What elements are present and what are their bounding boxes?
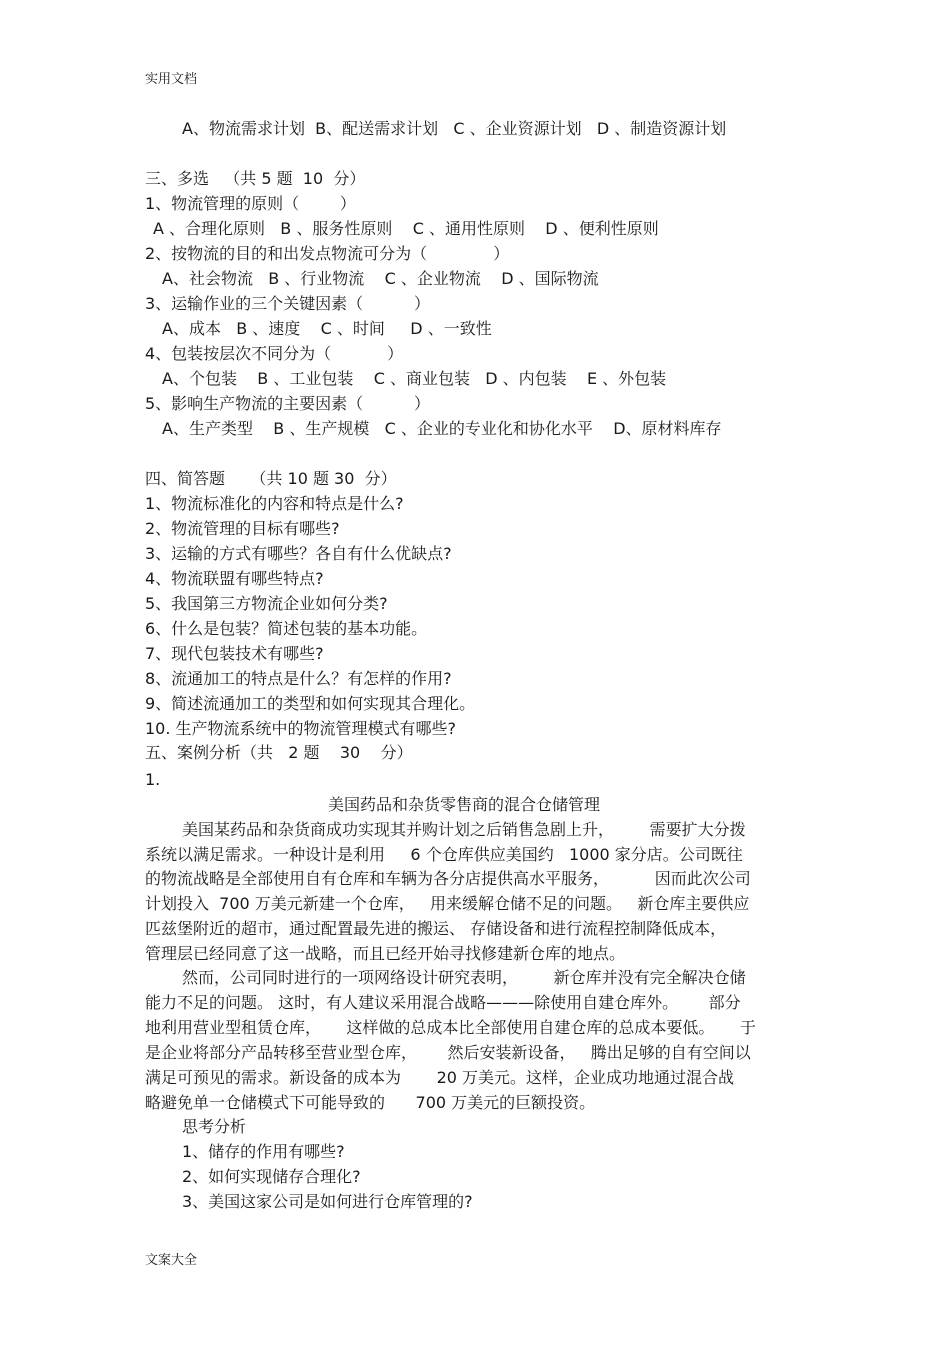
case-paragraph-line: 的物流战略是全部使用自有仓库和车辆为各分店提供高水平服务， 因而此次公司 <box>145 869 751 888</box>
answer-options: A、成本 B 、速度 C 、时间 D 、一致性 <box>162 319 492 338</box>
question-line: 5、影响生产物流的主要因素（ ） <box>145 394 431 413</box>
question-line: 8、流通加工的特点是什么？有怎样的作用? <box>145 669 452 688</box>
thinking-question: 1、储存的作用有哪些? <box>182 1142 345 1161</box>
question-line: 1、物流标准化的内容和特点是什么? <box>145 494 404 513</box>
case-paragraph-line: 系统以满足需求。一种设计是利用 6 个仓库供应美国约 1000 家分店。公司既往 <box>145 845 743 864</box>
answer-options: A、生产类型 B 、生产规模 C 、企业的专业化和协化水平 D、原材料库存 <box>162 419 722 438</box>
case-paragraph-line: 然而，公司同时进行的一项网络设计研究表明， 新仓库并没有完全解决仓储 <box>182 968 746 987</box>
question-line: 1、物流管理的原则（ ） <box>145 194 356 213</box>
case-title: 美国药品和杂货零售商的混合仓储管理 <box>328 795 601 814</box>
answer-options: A、社会物流 B 、行业物流 C 、企业物流 D 、国际物流 <box>162 269 599 288</box>
case-paragraph-line: 是企业将部分产品转移至营业型仓库， 然后安装新设备， 腾出足够的自有空间以 <box>145 1043 751 1062</box>
thinking-heading: 思考分析 <box>182 1117 247 1136</box>
answer-options: A、个包装 B 、工业包装 C 、商业包装 D 、内包装 E 、外包装 <box>162 369 667 388</box>
question-line: 4、包装按层次不同分为（ ） <box>145 344 404 363</box>
question-line: 6、什么是包装？简述包装的基本功能。 <box>145 619 428 638</box>
answer-options: A 、合理化原则 B 、服务性原则 C 、通用性原则 D 、便利性原则 <box>153 219 659 238</box>
question-line: 3、运输作业的三个关键因素（ ） <box>145 294 431 313</box>
question-line: 2、物流管理的目标有哪些? <box>145 519 340 538</box>
case-paragraph-line: 满足可预见的需求。新设备的成本为 20 万美元。这样，企业成功地通过混合战 <box>145 1068 735 1087</box>
case-paragraph-line: 地利用营业型租赁仓库， 这样做的总成本比全部使用自建仓库的总成本要低。 于 <box>145 1018 756 1037</box>
question-line: 3、运输的方式有哪些？各自有什么优缺点? <box>145 544 452 563</box>
case-paragraph-line: 美国某药品和杂货商成功实现其并购计划之后销售急剧上升， 需要扩大分拨 <box>182 820 746 839</box>
case-paragraph-line: 略避免单一仓储模式下可能导致的 700 万美元的巨额投资。 <box>145 1093 596 1112</box>
section-heading-multiple-choice: 三、多选 （共 5 题 10 分） <box>145 169 366 188</box>
question-line: 4、物流联盟有哪些特点? <box>145 569 324 588</box>
previous-question-options: A、物流需求计划 B、配送需求计划 C 、企业资源计划 D 、制造资源计划 <box>182 119 727 138</box>
section-heading-short-answer: 四、简答题 （共 10 题 30 分） <box>145 469 397 488</box>
page-header: 实用文档 <box>145 72 198 87</box>
page-footer: 文案大全 <box>145 1253 198 1268</box>
case-paragraph-line: 计划投入 700 万美元新建一个仓库， 用来缓解仓储不足的问题。 新仓库主要供应 <box>145 894 750 913</box>
question-line: 5、我国第三方物流企业如何分类? <box>145 594 388 613</box>
case-number: 1. <box>145 770 161 789</box>
question-line: 10. 生产物流系统中的物流管理模式有哪些? <box>145 719 457 738</box>
thinking-question: 2、如何实现储存合理化? <box>182 1167 361 1186</box>
case-paragraph-line: 匹兹堡附近的超市，通过配置最先进的搬运、 存储设备和进行流程控制降低成本， <box>145 919 727 938</box>
case-paragraph-line: 管理层已经同意了这一战略，而且已经开始寻找修建新仓库的地点。 <box>145 944 626 963</box>
case-paragraph-line: 能力不足的问题。 这时，有人建议采用混合战略———除使用自建仓库外。 部分 <box>145 993 741 1012</box>
question-line: 7、现代包装技术有哪些? <box>145 644 324 663</box>
section-heading-case-analysis: 五、案例分析（共 2 题 30 分） <box>145 743 413 762</box>
question-line: 9、简述流通加工的类型和如何实现其合理化。 <box>145 694 476 713</box>
question-line: 2、按物流的目的和出发点物流可分为（ ） <box>145 244 510 263</box>
thinking-question: 3、美国这家公司是如何进行仓库管理的? <box>182 1192 473 1211</box>
